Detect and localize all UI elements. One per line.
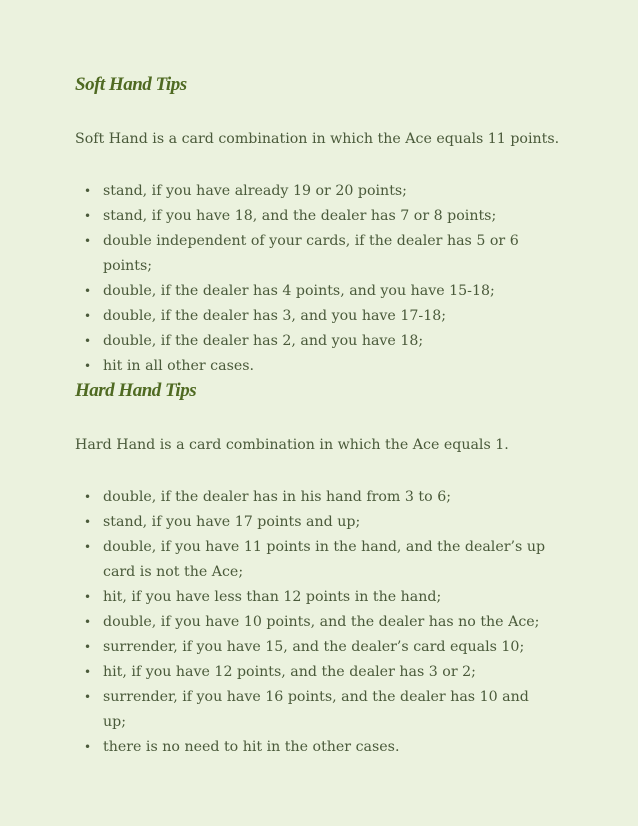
soft-hand-tips-list [75,179,555,379]
bullet-icon: • [84,515,92,529]
hard-hand-intro: Hard Hand is a card combination in which the Ace equals 1. [75,437,509,453]
bullet-icon: • [84,209,92,223]
bullet-icon: • [84,334,92,348]
bullet-icon: • [84,490,92,504]
bullet-icon: • [84,234,92,248]
soft-hand-heading: Soft Hand Tips [75,74,187,95]
list-item: • hit, if you have less than 12 points in the hand; [75,585,555,610]
bullet-icon: • [84,740,92,754]
list-item: • double, if you have 10 points, and the dealer has no the Ace; [75,610,555,635]
bullet-icon: • [84,665,92,679]
bullet-icon: • [84,590,92,604]
list-item: • double, if the dealer has 2, and you have 18; [75,329,555,354]
list-item: • hit in all other cases. [75,354,555,379]
list-item: • double independent of your cards, if the dealer has 5 or 6 points; [75,229,555,279]
list-item: • stand, if you have 17 points and up; [75,510,555,535]
hard-hand-heading: Hard Hand Tips [75,380,197,401]
list-item: • double, if you have 11 points in the hand, and the dealer’s up card is not the Ace; [75,535,555,585]
bullet-icon: • [84,359,92,373]
list-item: • surrender, if you have 15, and the dealer’s card equals 10; [75,635,555,660]
bullet-icon: • [84,284,92,298]
list-item: • double, if the dealer has 3, and you have 17-18; [75,304,555,329]
list-item: • surrender, if you have 16 points, and the dealer has 10 and up; [75,685,555,735]
bullet-icon: • [84,690,92,704]
hard-hand-tips-list [75,485,555,760]
bullet-icon: • [84,640,92,654]
bullet-icon: • [84,309,92,323]
bullet-icon: • [84,615,92,629]
list-item: • double, if the dealer has 4 points, and you have 15-18; [75,279,555,304]
list-item: • double, if the dealer has in his hand from 3 to 6; [75,485,555,510]
list-item: • stand, if you have already 19 or 20 points; [75,179,555,204]
list-item: • hit, if you have 12 points, and the dealer has 3 or 2; [75,660,555,685]
bullet-icon: • [84,184,92,198]
list-item: • there is no need to hit in the other cases. [75,735,555,760]
list-item: • stand, if you have 18, and the dealer has 7 or 8 points; [75,204,555,229]
soft-hand-intro: Soft Hand is a card combination in which the Ace equals 11 points. [75,131,560,147]
bullet-icon: • [84,540,92,554]
